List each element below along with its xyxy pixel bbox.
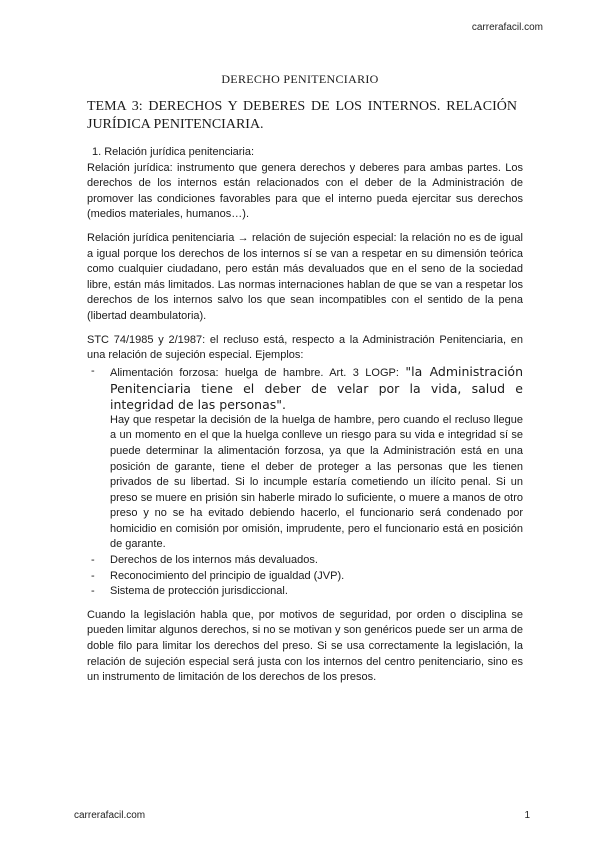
list-item-text: Sistema de protección jurisdiccional. (110, 585, 288, 598)
footer-site-name: carrerafacil.com (74, 810, 146, 821)
list-bullet: - (91, 554, 95, 567)
list-item-lead: Alimentación forzosa: huelga de hambre. Art. 3 LOGP: (110, 366, 406, 379)
list-bullet: - (91, 364, 95, 377)
document-title: DERECHO PENITENCIARIO (221, 72, 379, 86)
page-number: 1 (524, 810, 530, 821)
topic-heading: TEMA 3: DERECHOS Y DEBERES DE LOS INTERNOS. RELACIÓN JURÍDICA PENITENCIARIA. (87, 99, 517, 132)
list-item-text: Derechos de los internos más devaluados. (110, 554, 318, 567)
paragraph-4: Cuando la legislación habla que, por motivos de seguridad, por orden o disciplina se pueden limitar algunos derechos, si no se motivan y son genéricos puede ser un arma de doble filo para limitar los derechos del preso. Si se usa correctamente la legislación, la relación de sujeción especial será justa con los internos del centro penitenciario, sino es un instrumento de limitación de los derechos de los presos. (87, 608, 523, 684)
list-item (87, 584, 523, 600)
examples-list (87, 364, 523, 600)
list-item (87, 364, 523, 553)
paragraph-3: STC 74/1985 y 2/1987: el recluso está, respecto a la Administración Penitenciaria, en una relación de sujeción especial. Ejemplos: (87, 333, 523, 362)
header-site-name: carrerafacil.com (471, 22, 543, 33)
law-quote: "la Administración Penitenciaria tiene el deber de velar por la vida, salud e integridad de las personas". (110, 363, 524, 412)
list-bullet: - (91, 569, 95, 582)
list-item-detail: Hay que respetar la decisión de la huelga de hambre, pero cuando el recluso llegue a un momento en el que la huelga conlleve un riesgo para su vida e integridad sí se puede determinar la alimentación forzosa, ya que la Administración está en una posición de garante, tiene el deber de proteger a las personas que les tienen privados de su libertad. Si lo incumple estaría cometiendo un ilícito penal. Si un preso se muere en prisión sin haberle mirado lo suficiente, o muere a manos de otro preso y no se ha evitado debiendo hacerlo, el funcionario será condenado por homicidio en comisión por omisión, imprudente, pero el funcionario está en posición de garante. (110, 413, 523, 551)
paragraph-1: Relación jurídica: instrumento que genera derechos y deberes para ambas partes. Los derechos de los internos están relacionados con el deber de la Administración de promover las condiciones favorables para que el interno pueda ejercitar sus derechos (medios materiales, humanos…). (87, 161, 523, 221)
list-bullet: - (91, 585, 95, 598)
list-item (87, 569, 523, 585)
section-heading: 1. Relación jurídica penitenciaria: (92, 146, 255, 158)
paragraph-2: Relación jurídica penitenciaria → relación de sujeción especial: la relación no es de igual a igual porque los derechos de los internos sí se van a respetar en su dimensión teórica como cualquier ciudadano, pero están más devaluados que en el seno de la sociedad libre, están más limitados. Las normas internaciones hablan de que se van a respetar los derechos de los internos salvo los que sean incompatibles con el sentido de la pena (libertad deambulatoria). (87, 231, 523, 322)
list-item-text (110, 364, 523, 413)
document-body (87, 145, 523, 686)
list-item-text: Reconocimiento del principio de igualdad (JVP). (110, 569, 345, 582)
list-item (87, 553, 523, 569)
